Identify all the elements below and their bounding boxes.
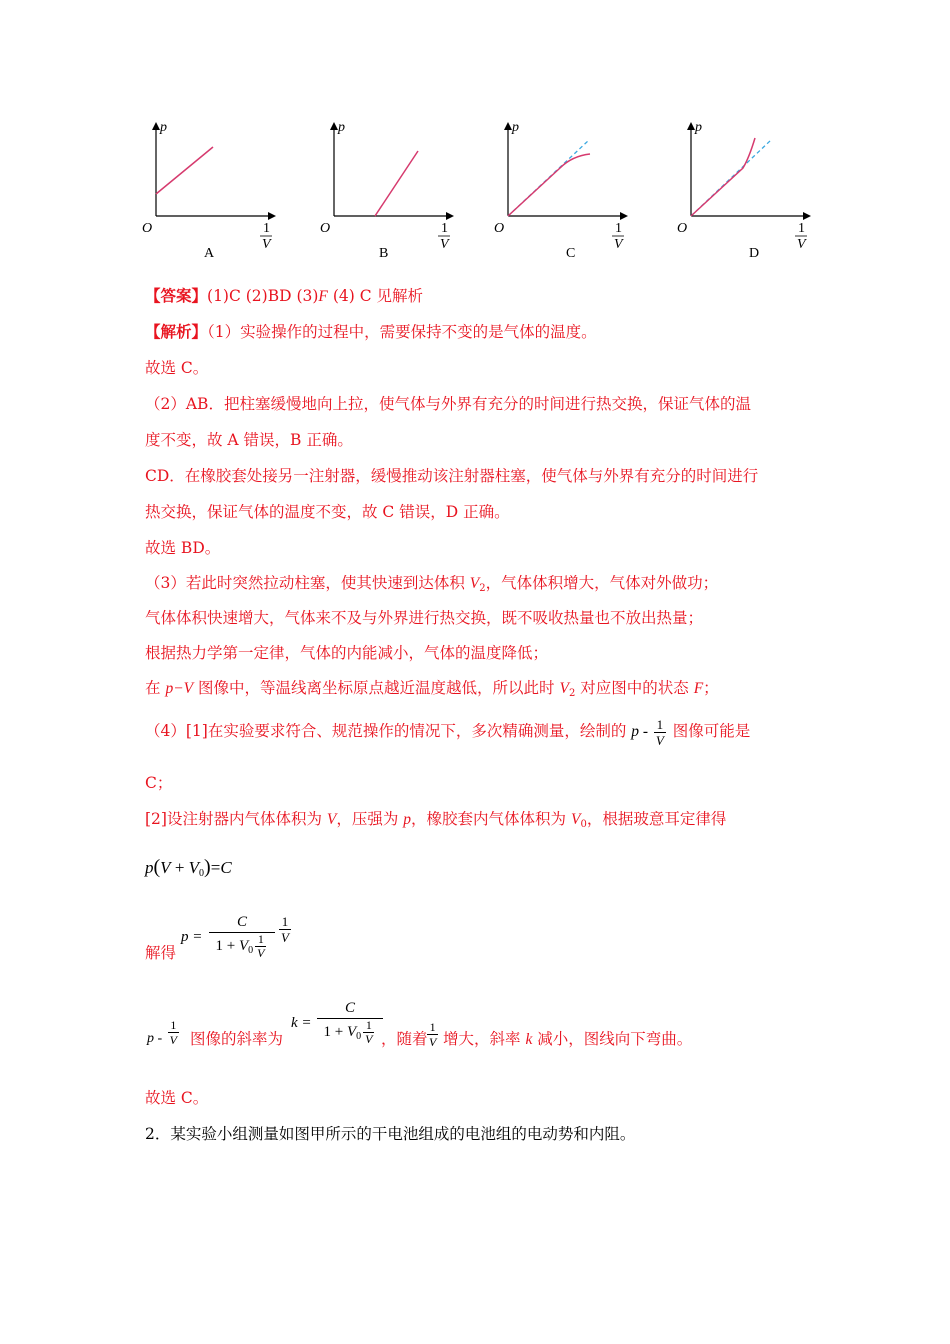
answer-tag: 【答案】 (145, 286, 208, 305)
svg-text:p: p (338, 120, 345, 135)
graph-c-label: C (566, 246, 576, 261)
analysis-line-12: （4）[1]在实验要求符合、规范操作的情况下，多次精确测量，绘制的 p - $\frac{1}{V}$ 图像可能是 (145, 716, 751, 748)
graph-c-curve (508, 154, 590, 216)
analysis-line-18: 故选 C。 (145, 1089, 209, 1107)
pv-graph-figure (138, 118, 828, 268)
analysis-line-5: CD．在橡胶套处接另一注射器，缓慢推动该注射器柱塞，使气体与外界有充分的时间进行 (145, 467, 759, 485)
analysis-line-11: 在 p−V 图像中，等温线离坐标原点越近温度越低，所以此时 $V_2$ 对应图中的状态 F； (145, 679, 719, 699)
analysis-tag: 【解析】 (145, 322, 208, 341)
svg-text:1: 1 (263, 221, 270, 236)
analysis-line-7: 故选 BD。 (145, 539, 221, 557)
graph-d-label: D (749, 246, 760, 261)
graph-d (673, 118, 823, 248)
svg-text:1: 1 (441, 221, 448, 236)
analysis-line-3: （2）AB．把柱塞缓慢地向上拉，使气体与外界有充分的时间进行热交换，保证气体的温 (145, 395, 751, 413)
analysis-line-4: 度不变，故 A 错误，B 正确。 (145, 431, 353, 449)
graph-a (138, 118, 288, 248)
graph-a-label: A (204, 246, 215, 261)
analysis-line-10: 根据热力学第一定律，气体的内能减小，气体的温度降低； (145, 644, 549, 662)
svg-text:1: 1 (615, 221, 622, 236)
analysis-line-9: 气体体积快速增大，气体来不及与外界进行热交换，既不吸收热量也不放出热量； (145, 609, 704, 627)
graph-b-label: B (379, 246, 389, 261)
next-question: 2．某实验小组测量如图甲所示的干电池组成的电池组的电动势和内阻。 (145, 1125, 636, 1143)
graph-a-origin: O (142, 221, 153, 236)
graph-a-p-label: p (160, 120, 167, 135)
svg-text:O: O (320, 221, 331, 236)
svg-text:V: V (262, 237, 271, 248)
analysis-line-14: [2]设注射器内气体体积为 V，压强为 p，橡胶套内气体体积为 $V_0$，根据玻意耳定律得 (145, 810, 727, 830)
svg-text:V: V (440, 237, 449, 248)
svg-text:O: O (677, 221, 688, 236)
svg-text:1: 1 (798, 221, 805, 236)
graph-a-curve (156, 147, 213, 194)
analysis-line-8: （3）若此时突然拉动柱塞，使其快速到达体积 $V_2$，气体体积增大，气体对外做功； (145, 574, 719, 594)
svg-text:O: O (494, 221, 505, 236)
equation-boyle: $p(V + V_0)=C$ (145, 856, 232, 879)
graph-c (490, 118, 640, 248)
answer-parts: (1)C (2)BD (3) (207, 287, 319, 305)
graph-b-curve (375, 151, 418, 216)
analysis-line-13: C； (145, 774, 173, 792)
svg-text:p: p (695, 120, 702, 135)
svg-text:V: V (797, 237, 806, 248)
analysis-line-2: 故选 C。 (145, 359, 209, 377)
svg-text:V: V (614, 237, 623, 248)
analysis-line-6: 热交换，保证气体的温度不变，故 C 错误，D 正确。 (145, 503, 510, 521)
analysis-line-1: 【解析】（1）实验操作的过程中，需要保持不变的是气体的温度。 (145, 322, 597, 341)
graph-b (316, 118, 466, 248)
svg-text:p: p (512, 120, 519, 135)
graph-d-curve (691, 138, 755, 216)
answer-line: 【答案】(1)C (2)BD (3)F (4) C 见解析 (145, 286, 423, 305)
